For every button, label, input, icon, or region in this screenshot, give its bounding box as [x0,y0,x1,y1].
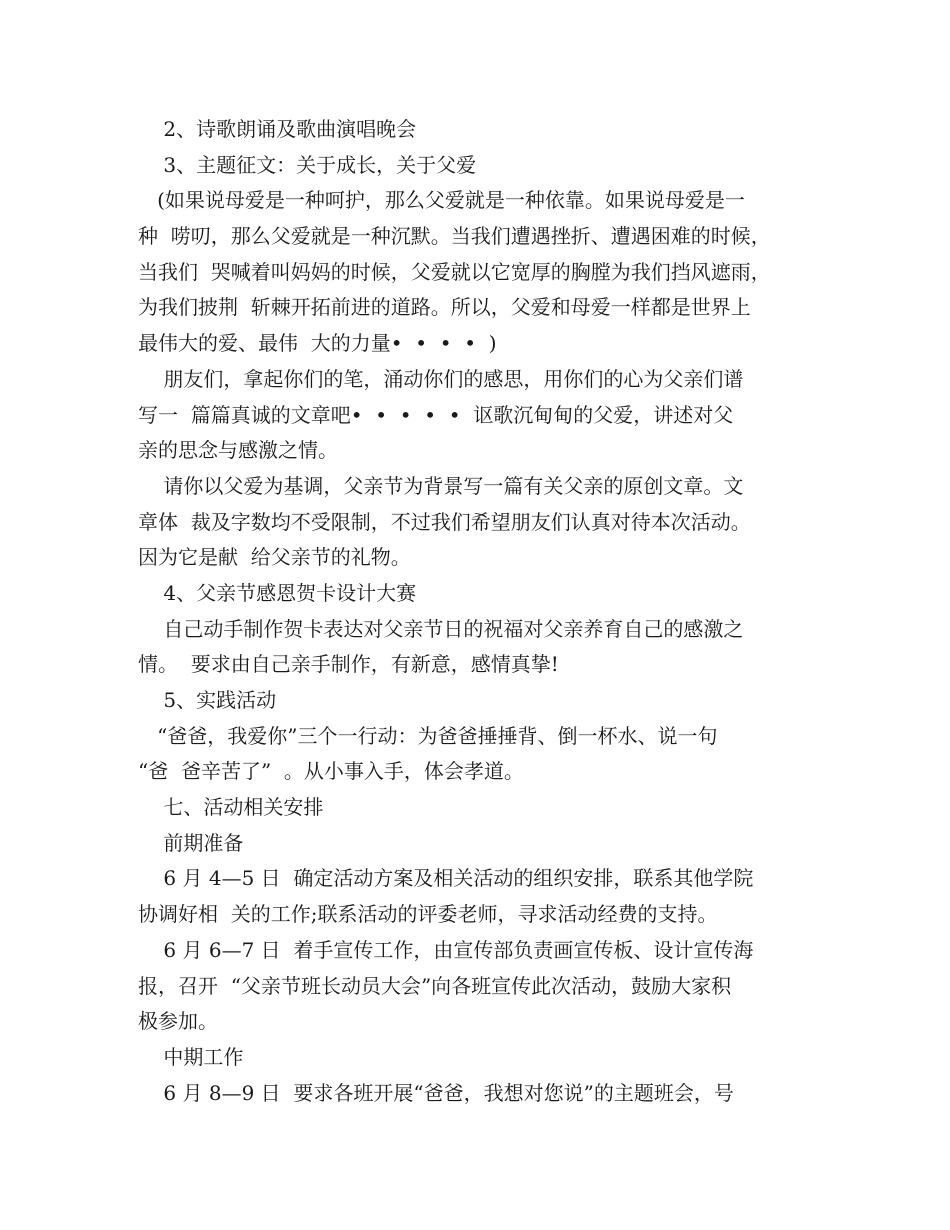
subheading-preparation: 前期准备 [138,830,244,855]
paragraph-line: 朋友们，拿起你们的笔，涌动你们的感思，用你们的心为父亲们谱 [138,366,744,391]
paragraph-line: 请你以父爱为基调，父亲节为背景写一篇有关父亲的原创文章。文 [138,473,744,498]
list-item-practice-activity: 5、实践活动 [138,688,277,712]
paragraph-line: 因为它是献 给父亲节的礼物。 [138,545,411,570]
subheading-mid-term-work: 中期工作 [138,1044,244,1069]
paragraph-line: 极参加。 [138,1009,218,1034]
section-heading-arrangements: 七、活动相关安排 [138,795,324,820]
paragraph-line: 6 月 8—9 日 要求各班开展“爸爸，我想对您说”的主题班会，号 [138,1080,734,1105]
paragraph-line: 6 月 4—5 日 确定活动方案及相关活动的组织安排，联系其他学院 [138,866,754,891]
paragraph-line: 自己动手制作贺卡表达对父亲节日的祝福对父亲养育自己的感激之 [138,616,744,641]
paragraph-line: 协调好相 关的工作;联系活动的评委老师，寻求活动经费的支持。 [138,902,718,927]
paragraph-line: 为我们披荆 斩棘开拓前进的道路。所以，父爱和母爱一样都是世界上 [138,295,751,320]
paragraph-line: “爸 爸辛苦了” 。从小事入手，体会孝道。 [138,759,524,784]
document-body [138,112,818,1111]
list-item-card-design: 4、父亲节感恩贺卡设计大赛 [138,580,417,605]
paragraph-line: 6 月 6—7 日 着手宣传工作，由宣传部负责画宣传板、设计宣传海 [138,937,754,962]
paragraph-line: 最伟大的爱、最伟 大的力量• • • • ) [138,331,497,356]
paragraph-line: (如果说母爱是一种呵护，那么父爱就是一种依靠。如果说母爱是一 [138,188,745,213]
paragraph-line: 亲的思念与感激之情。 [138,438,338,463]
list-item-essay-contest: 3、主题征文：关于成长，关于父爱 [138,152,477,177]
paragraph-line: 报，召开 “父亲节班长动员大会”向各班宣传此次活动，鼓励大家积 [138,973,732,998]
paragraph-line: 章体 裁及字数均不受限制，不过我们希望朋友们认真对待本次活动。 [138,509,751,534]
paragraph-line: 写一 篇篇真诚的文章吧• • • • • 讴歌沉甸甸的父爱，讲述对父 [138,402,734,427]
paragraph-line: 种 唠叨，那么父爱就是一种沉默。当我们遭遇挫折、遭遇困难的时候， [138,224,771,249]
paragraph-line: “爸爸，我爱你”三个一行动：为爸爸捶捶背、倒一杯水、说一句 [138,723,718,748]
list-item-poetry-recital: 2、诗歌朗诵及歌曲演唱晚会 [138,117,417,141]
paragraph-line: 当我们 哭喊着叫妈妈的时候，父爱就以它宽厚的胸膛为我们挡风遮雨， [138,259,771,284]
paragraph-line: 情。 要求由自己亲手制作，有新意，感情真挚! [138,652,559,677]
